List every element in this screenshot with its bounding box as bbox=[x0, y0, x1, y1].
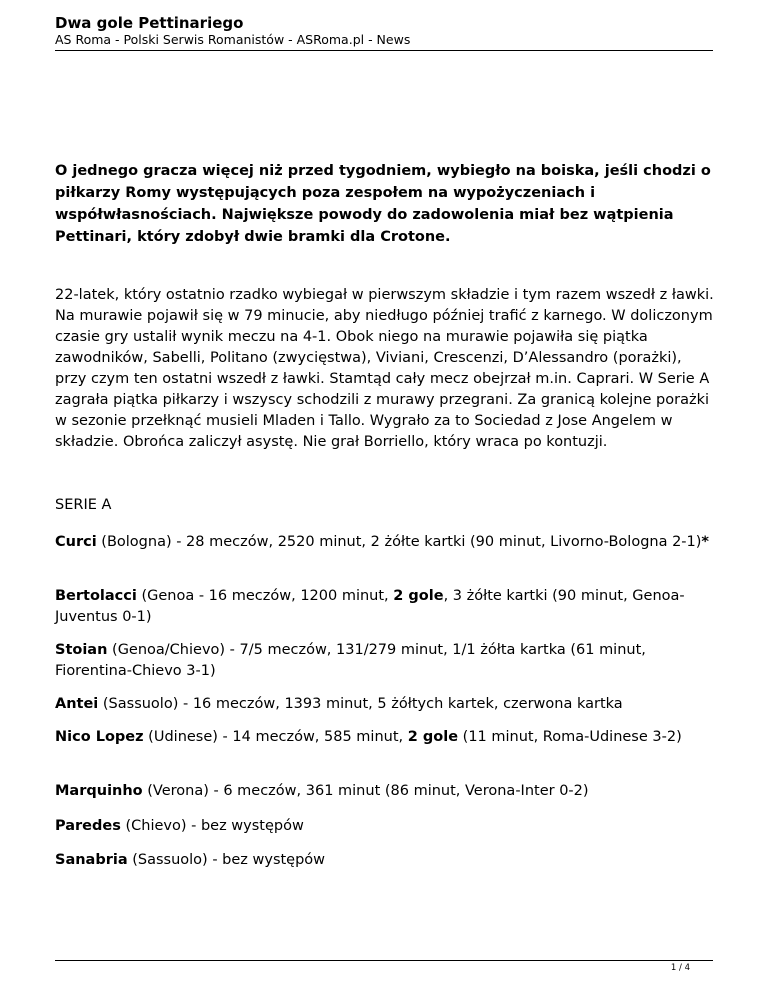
lead-paragraph: O jednego gracza więcej niż przed tygodniem, wybiegło na boiska, jeśli chodzi o piłkarzy Romy występujących poza zespołem na wypożyczeniach i współwłasnościach. Największe powody do zadowolenia miał bez wątpienia Pettinari, który zdobył dwie bramki dla Crotone. bbox=[55, 163, 711, 245]
player-details: (Chievo) - bez występów bbox=[120, 818, 304, 834]
player-details: (Bologna) - 28 meczów, 2520 minut, 2 żółte kartki (90 minut, Livorno-Bologna 2-1) bbox=[96, 534, 702, 550]
document-header bbox=[55, 14, 713, 48]
player-entry bbox=[55, 816, 717, 837]
player-details-rest: , 3 żółte kartki (90 minut, Genoa-Juventus 0-1) bbox=[55, 588, 685, 625]
page-number: 1 / 4 bbox=[670, 963, 690, 973]
player-entry bbox=[55, 694, 717, 715]
player-entry bbox=[55, 532, 717, 553]
player-name: Marquinho bbox=[55, 783, 143, 799]
player-details: (Genoa - 16 meczów, 1200 minut, bbox=[136, 588, 394, 604]
player-entry bbox=[55, 586, 717, 628]
player-name: Sanabria bbox=[55, 852, 128, 868]
player-name: Curci bbox=[55, 534, 97, 550]
article-title: Dwa gole Pettinariego bbox=[55, 14, 244, 32]
header-divider bbox=[55, 50, 713, 51]
section-heading-serie-a: SERIE A bbox=[55, 497, 112, 513]
player-details-rest: (11 minut, Roma-Udinese 3-2) bbox=[458, 729, 682, 745]
player-name: Nico Lopez bbox=[55, 729, 144, 745]
player-highlight: 2 gole bbox=[393, 588, 444, 604]
player-highlight: * bbox=[701, 534, 710, 550]
player-entry bbox=[55, 640, 717, 682]
player-details: (Sassuolo) - bez występów bbox=[127, 852, 326, 868]
footer-divider bbox=[55, 960, 713, 961]
player-entry bbox=[55, 850, 717, 871]
player-details: (Verona) - 6 meczów, 361 minut (86 minut, Verona-Inter 0-2) bbox=[142, 783, 589, 799]
site-subtitle: AS Roma - Polski Serwis Romanistów - ASRoma.pl - News bbox=[55, 32, 411, 47]
player-details: (Sassuolo) - 16 meczów, 1393 minut, 5 żółtych kartek, czerwona kartka bbox=[98, 696, 623, 712]
player-details: (Udinese) - 14 meczów, 585 minut, bbox=[143, 729, 408, 745]
player-name: Antei bbox=[55, 696, 99, 712]
player-entry bbox=[55, 781, 717, 802]
player-name: Bertolacci bbox=[55, 588, 137, 604]
player-entry bbox=[55, 727, 717, 748]
player-name: Paredes bbox=[55, 818, 121, 834]
player-highlight: 2 gole bbox=[407, 729, 459, 745]
player-details: (Genoa/Chievo) - 7/5 meczów, 131/279 minut, 1/1 żółta kartka (61 minut, Fiorentina-Chievo 3-1) bbox=[55, 642, 646, 679]
player-name: Stoian bbox=[55, 642, 108, 658]
body-paragraph: 22-latek, który ostatnio rzadko wybiegał w pierwszym składzie i tym razem wszedł z ławki. Na murawie pojawił się w 79 minucie, aby niedługo później trafić z karnego. W doliczonym czasie gry ustalił wynik meczu na 4-1. Obok niego na murawie pojawiła się piątka zawodników, Sabelli, Politano (zwycięstwa), Viviani, Crescenzi, D’Alessandro (porażki), przy czym ten ostatni wszedł z ławki. Stamtąd cały mecz obejrzał m.in. Caprari. W Serie A zagrała piątka piłkarzy i wszyscy schodzili z murawy przegrani. Za granicą kolejne porażki w sezonie przełknąć musieli Mladen i Tallo. Wygrało za to Sociedad z Jose Angelem w składzie. Obrońca zaliczył asystę. Nie grał Borriello, który wraca po kontuzji. bbox=[55, 287, 714, 450]
